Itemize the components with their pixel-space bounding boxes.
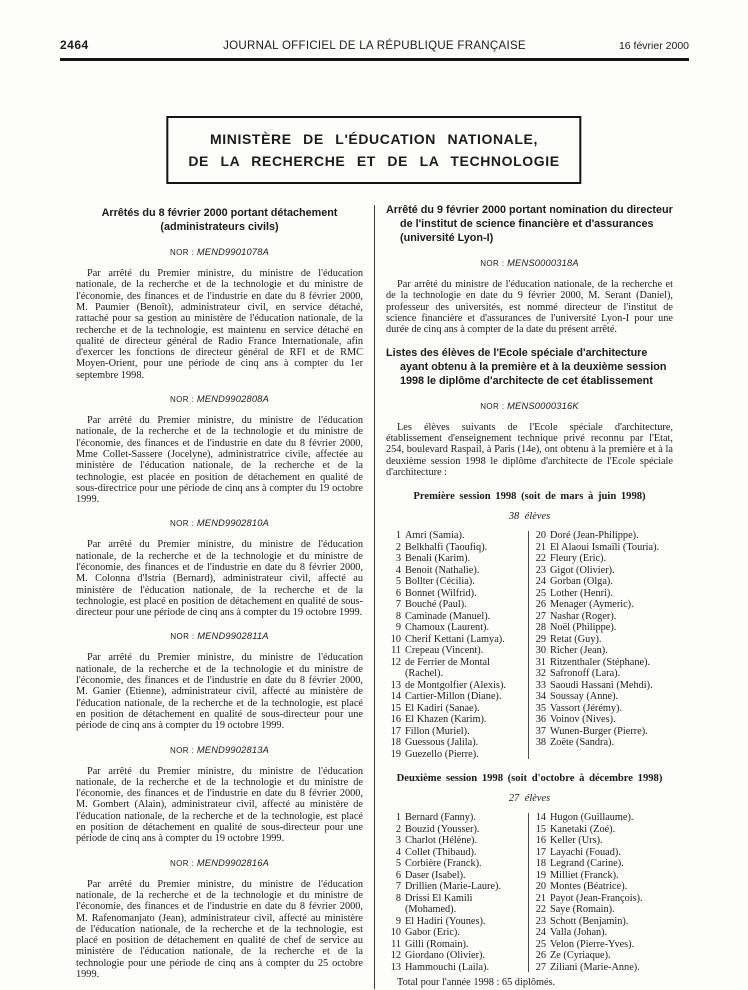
list-item [386, 962, 526, 974]
student-name: Bernard (Fanny). [405, 812, 476, 824]
list-item [386, 714, 526, 726]
student-number: 8 [395, 610, 401, 622]
student-number: 16 [390, 714, 401, 726]
list-item [386, 657, 526, 680]
student-name: Retat (Guy). [550, 633, 602, 645]
student-number: 23 [535, 915, 546, 927]
spacer [386, 336, 673, 346]
page-header [60, 38, 689, 52]
session2-list-left [386, 812, 526, 973]
student-name: Saye (Romain). [550, 904, 615, 916]
list-item [386, 599, 526, 611]
arrete-section [76, 631, 363, 731]
arrete-section [76, 518, 363, 618]
student-number: 32 [535, 668, 546, 680]
student-name: Kanetaki (Zoé). [550, 823, 616, 835]
nor-line [386, 401, 673, 411]
student-number: 10 [390, 633, 401, 645]
student-number: 2 [395, 541, 401, 553]
student-name: Ziliani (Marie-Anne). [550, 961, 640, 973]
student-number: 24 [535, 576, 546, 588]
student-name: Guessous (Jalila). [405, 737, 479, 749]
student-name: Drissi El Kamili (Mohamed). [405, 892, 473, 916]
student-number: 28 [535, 622, 546, 634]
list-item [531, 530, 673, 542]
list-item [531, 962, 673, 974]
list-item [531, 588, 673, 600]
ministry-title-box [166, 116, 581, 184]
list-item [386, 927, 526, 939]
list-item [386, 916, 526, 928]
nor-code: MEND9902813A [196, 744, 270, 755]
student-number: 4 [395, 564, 401, 576]
list-item [531, 847, 673, 859]
student-number: 12 [390, 656, 401, 668]
student-number: 1 [395, 812, 401, 824]
student-number: 13 [390, 679, 401, 691]
student-number: 4 [395, 846, 401, 858]
nor-label: NOR : [170, 632, 195, 642]
journal-title: JOURNAL OFFICIEL DE LA RÉPUBLIQUE FRANÇAISE [223, 40, 526, 52]
list-item [531, 634, 673, 646]
student-name: Charlot (Hélène). [405, 835, 478, 847]
right-column [386, 203, 673, 989]
student-name: Keller (Urs). [550, 835, 603, 847]
list-item [531, 599, 673, 611]
student-name: Bouzid (Yousser). [405, 823, 480, 835]
list-item [386, 680, 526, 692]
student-name: Chamoux (Laurent). [405, 622, 490, 634]
nor-label: NOR : [169, 858, 195, 868]
nor-code: MEND9902816A [196, 857, 270, 868]
page-number: 2464 [60, 38, 89, 52]
list-item [386, 939, 526, 951]
arrete-paragraph: Par arrêté du Premier ministre, du ministre de l'éducation nationale, de la recherche et de la technologie et du ministre de l'économie, des finances et de l'industrie en date du 8 février 2000, M. Ganier (Etienne), administrateur civil, affecté au ministère de l'éducation nationale, de la recherche et de la technologie, est placé en position de détachement en qualité de sous-directeur pour une période de cinq ans à compter du 19 octobre 1999. [76, 652, 363, 732]
list-item [531, 916, 673, 928]
student-number: 27 [535, 610, 546, 622]
student-name: Hammouchi (Laila). [405, 961, 490, 973]
session1-title: Première session 1998 (soit de mars à juin 1998) [413, 491, 646, 503]
student-name: Gabor (Eric). [405, 927, 460, 939]
student-number: 35 [535, 702, 546, 714]
student-number: 38 [535, 737, 546, 749]
student-name: Benoit (Nathalie). [405, 564, 480, 576]
list-item [386, 737, 526, 749]
nor-code: MEND9902811A [197, 631, 269, 642]
student-number: 15 [390, 702, 401, 714]
student-name: Montes (Béatrice). [550, 881, 628, 893]
ministry-title-line2: DE LA RECHERCHE ET DE LA TECHNOLOGIE [188, 153, 560, 170]
nor-line [76, 247, 363, 257]
student-name: Bollter (Cécilia). [405, 576, 475, 588]
list-item [386, 645, 526, 657]
student-name: Vassort (Jérémy). [550, 702, 623, 714]
student-name: Schott (Benjamin). [550, 915, 629, 927]
session2-title: Deuxième session 1998 (soit d'octobre à décembre 1998) [396, 773, 663, 785]
student-name: Daser (Isabel). [405, 869, 466, 881]
arrete-section [76, 858, 363, 981]
list-item [531, 691, 673, 703]
student-name: El Kadiri (Sanae). [405, 702, 480, 714]
student-number: 26 [535, 950, 546, 962]
list-item [531, 622, 673, 634]
nor-line [76, 631, 363, 641]
list-item [531, 927, 673, 939]
nor-label: NOR : [169, 745, 195, 755]
student-name: El Hadiri (Younes). [405, 915, 486, 927]
student-number: 30 [535, 645, 546, 657]
list-item [531, 893, 673, 905]
student-name: Bonnet (Wilfrid). [405, 587, 477, 599]
student-name: Crepeau (Vincent). [405, 645, 484, 657]
student-number: 9 [395, 915, 401, 927]
student-number: 22 [535, 904, 546, 916]
student-name: Voinov (Nives). [550, 714, 616, 726]
student-name: Richer (Jean). [550, 645, 608, 657]
student-number: 20 [535, 530, 546, 542]
list-item [386, 553, 526, 565]
arrete-paragraph: Par arrêté du Premier ministre, du ministre de l'éducation nationale, de la recherche et de la technologie et du ministre de l'économie, des finances et de l'industrie en date du 8 février 2000, M. Colonna d'Istria (Bernard), administrateur civil, affecté au ministère de l'éducation nationale, de la recherche et de la technologie, est placé en position de détachement en qualité de sous-directeur pour une période de cinq ans à compter du 19 octobre 1999. [76, 539, 363, 619]
student-name: Saoudi Hassani (Mehdi). [550, 679, 653, 691]
student-number: 9 [395, 622, 401, 634]
student-number: 21 [535, 892, 546, 904]
nor-line [76, 745, 363, 755]
list-item [386, 749, 526, 761]
list-item [386, 703, 526, 715]
nor-label: NOR : [480, 401, 505, 411]
session1-list [386, 530, 673, 760]
left-column [76, 203, 363, 989]
student-number: 18 [390, 737, 401, 749]
arrete-paragraph: Par arrêté du Premier ministre, du ministre de l'éducation nationale, de la recherche et de la technologie et du ministre de l'économie, des finances et de l'industrie en date du 8 février 2000, M. Gombert (Alain), administrateur civil, affecté au ministère de l'éducation nationale, de la recherche et de la technologie, est placé en position de détachement en qualité de sous-directeur pour une période de cinq ans à compter du 19 octobre 1999. [76, 765, 363, 845]
list-item [531, 680, 673, 692]
list-item [531, 657, 673, 669]
list-item [531, 542, 673, 554]
list-item [531, 870, 673, 882]
student-number: 20 [535, 881, 546, 893]
session2-list [386, 812, 673, 973]
column-divider [374, 205, 375, 989]
student-number: 25 [535, 587, 546, 599]
student-number: 19 [390, 748, 401, 760]
student-name: Noël (Philippe). [550, 622, 617, 634]
student-name: Gorban (Olga). [550, 576, 613, 588]
nor-line [76, 858, 363, 868]
nor-code: MENS0000316K [507, 400, 579, 411]
student-name: de Montgolfier (Alexis). [405, 679, 506, 691]
student-number: 13 [390, 961, 401, 973]
session1-list-right [531, 530, 673, 760]
student-name: Belkhalfi (Taoufiq). [405, 541, 488, 553]
list-item [531, 858, 673, 870]
student-number: 2 [395, 823, 401, 835]
student-number: 31 [535, 656, 546, 668]
student-name: Caminade (Manuel). [405, 610, 491, 622]
detachement-sections [76, 247, 363, 980]
list-item [531, 835, 673, 847]
student-name: Doré (Jean-Philippe). [550, 530, 639, 542]
heading-line: (administrateurs civils) [160, 221, 279, 234]
student-name: de Ferrier de Montal (Rachel). [405, 656, 490, 680]
student-name: Fillon (Muriel). [405, 725, 470, 737]
student-name: Lother (Henri). [550, 587, 613, 599]
student-name: Layachi (Fouad). [550, 846, 621, 858]
nor-label: NOR : [169, 519, 195, 529]
student-number: 10 [390, 927, 401, 939]
list-item [386, 858, 526, 870]
student-number: 23 [535, 564, 546, 576]
listes-intro-paragraph: Les élèves suivants de l'Ecole spéciale d'architecture, établissement d'enseignement technique privé reconnu par l'Etat, 254, boulevard Raspail, à Paris (14e), ont obtenu à la première et à la deuxième session 1998 le diplôme d'architecte de l'Ecole spéciale d'architecture : [386, 421, 673, 478]
student-number: 3 [395, 553, 401, 565]
student-name: Safronoff (Lara). [550, 668, 621, 680]
nor-line [76, 394, 363, 404]
arrete-section [76, 247, 363, 381]
nor-code: MEND9901078A [196, 247, 270, 258]
list-item [531, 611, 673, 623]
list-item [386, 691, 526, 703]
list-item [531, 553, 673, 565]
session2-list-right [531, 812, 673, 973]
student-number: 29 [535, 633, 546, 645]
student-number: 16 [535, 835, 546, 847]
list-item [386, 576, 526, 588]
student-number: 26 [535, 599, 546, 611]
article-heading-nomination: Arrêté du 9 février 2000 portant nomination du directeur de l'institut de science financière et d'assurances (université Lyon-I) [386, 204, 673, 245]
list-item [531, 703, 673, 715]
list-item [531, 726, 673, 738]
student-name: Soussay (Anne). [550, 691, 619, 703]
list-item [386, 726, 526, 738]
student-name: Collet (Thibaud). [405, 846, 477, 858]
arrete-section [76, 394, 363, 505]
student-name: Nashar (Roger). [550, 610, 617, 622]
issue-date: 16 février 2000 [618, 40, 689, 52]
content-columns [76, 203, 674, 989]
nor-label: NOR : [169, 395, 195, 405]
arrete-paragraph: Par arrêté du Premier ministre, du ministre de l'éducation nationale, de la recherche et de la technologie et du ministre de l'économie, des finances et de l'industrie en date du 8 février 2000, M. Paumier (Benoît), administrateur civil, en service détaché, rattaché pour sa gestion au ministère de l'éducation nationale, de la recherche et de la technologie, est maintenu en service détaché en qualité de directeur général de Radio France Internationale, afin d'exercer les fonctions de directeur général de RFI et de RMC Moyen-Orient, pour une période de cinq ans à compter du 1er septembre 1998. [76, 268, 363, 381]
list-item [531, 939, 673, 951]
arrete-section [76, 745, 363, 845]
student-name: Bouché (Paul). [405, 599, 467, 611]
session2-count: 27 élèves [508, 793, 551, 805]
student-number: 36 [535, 714, 546, 726]
student-name: Zoëte (Sandra). [550, 737, 615, 749]
nor-code: MEND9902808A [196, 394, 270, 405]
student-name: Hugon (Guillaume). [550, 812, 634, 824]
session1-count: 38 élèves [508, 511, 551, 523]
list-item [531, 576, 673, 588]
student-number: 27 [535, 961, 546, 973]
student-number: 33 [535, 679, 546, 691]
student-name: Guezello (Pierre). [405, 748, 479, 760]
student-name: Drillien (Marie-Laure). [405, 881, 502, 893]
student-name: Velon (Pierre-Yves). [550, 938, 635, 950]
list-divider [528, 531, 529, 759]
student-name: Ze (Cyriaque). [550, 950, 611, 962]
student-number: 15 [535, 823, 546, 835]
nor-label: NOR : [480, 259, 505, 269]
list-item [386, 847, 526, 859]
nor-code: MENS0000318A [507, 258, 579, 269]
list-item [531, 881, 673, 893]
list-item [386, 611, 526, 623]
student-number: 24 [535, 927, 546, 939]
student-name: Cartier-Millon (Diane). [405, 691, 502, 703]
list-item [386, 870, 526, 882]
list-item [531, 645, 673, 657]
ministry-title-line1: MINISTÈRE DE L'ÉDUCATION NATIONALE, [210, 131, 538, 147]
arrete-paragraph: Par arrêté du Premier ministre, du ministre de l'éducation nationale, de la recherche et de la technologie et du ministre de l'économie, des finances et de l'industrie en date du 8 février 2000, M. Rafenomanjato (Jean), administrateur civil, affecté au ministère de l'éducation nationale, de la recherche et de la technologie, est placé en position de détachement en qualité de chef de service au ministère de l'éducation nationale, de la recherche et de la technologie pour une période de cinq ans à compter du 25 octobre 1999. [76, 878, 363, 981]
student-name: Corbière (Franck). [405, 858, 482, 870]
student-number: 22 [535, 553, 546, 565]
list-item [386, 542, 526, 554]
student-name: Milliet (Franck). [550, 869, 619, 881]
student-number: 17 [390, 725, 401, 737]
list-item [386, 835, 526, 847]
student-number: 7 [395, 599, 401, 611]
list-item [531, 668, 673, 680]
list-item [386, 950, 526, 962]
list-item [386, 565, 526, 577]
student-number: 11 [391, 645, 401, 657]
student-name: Giordano (Olivier). [405, 950, 486, 962]
nor-line [76, 518, 363, 528]
student-name: Wunen-Burger (Pierre). [550, 725, 648, 737]
student-number: 34 [535, 691, 546, 703]
list-item [531, 904, 673, 916]
student-name: Cherif Kettani (Lamya). [405, 633, 505, 645]
heading-line: Arrêtés du 8 février 2000 portant détachement [101, 207, 338, 219]
student-name: Gilli (Romain). [405, 938, 469, 950]
nor-label: NOR : [169, 248, 195, 258]
student-name: Benali (Karim). [405, 553, 471, 565]
nor-line [386, 258, 673, 268]
student-name: El Khazen (Karim). [405, 714, 487, 726]
list-item [531, 565, 673, 577]
student-number: 11 [391, 938, 401, 950]
student-number: 1 [395, 530, 401, 542]
student-name: Gigot (Olivier). [550, 564, 615, 576]
nomination-paragraph: Par arrêté du ministre de l'éducation nationale, de la recherche et de la technologie en date du 9 février 2000, M. Serant (Daniel), professeur des universités, est nommé directeur de l'institut de science financière et d'assurances de l'université Lyon-I pour une durée de cinq ans à compter de la date du présent arrêté. [386, 279, 673, 336]
student-number: 5 [395, 858, 401, 870]
list-item [386, 812, 526, 824]
student-number: 7 [395, 881, 401, 893]
student-number: 19 [535, 869, 546, 881]
list-item [386, 824, 526, 836]
article-heading-listes: Listes des élèves de l'Ecole spéciale d'architecture ayant obtenu à la première et à la deuxième session 1998 le diplôme d'architecte de cet établissement [386, 346, 667, 387]
header-rule [60, 58, 689, 61]
list-divider [528, 813, 529, 972]
student-number: 14 [390, 691, 401, 703]
total-line: Total pour l'année 1998 : 65 diplômés. [397, 977, 556, 989]
list-item [531, 812, 673, 824]
student-number: 6 [395, 587, 401, 599]
student-number: 37 [535, 725, 546, 737]
student-name: Valla (Johan). [550, 927, 608, 939]
student-name: Menager (Aymeric). [550, 599, 634, 611]
student-number: 14 [535, 812, 546, 824]
list-item [386, 588, 526, 600]
list-item [386, 893, 526, 916]
student-number: 3 [395, 835, 401, 847]
list-item [531, 824, 673, 836]
student-number: 5 [395, 576, 401, 588]
student-number: 18 [535, 858, 546, 870]
list-item [531, 950, 673, 962]
list-item [531, 737, 673, 749]
student-name: Amri (Samia). [405, 530, 465, 542]
student-name: El Alaoui Ismaïli (Touria). [550, 541, 660, 553]
list-item [386, 622, 526, 634]
list-item [386, 634, 526, 646]
list-item [386, 881, 526, 893]
arrete-paragraph: Par arrêté du Premier ministre, du ministre de l'éducation nationale, de la recherche et de la technologie et du ministre de l'économie, des finances et de l'industrie en date du 8 février 2000, Mme Collet-Sassere (Jocelyne), administratrice civile, affectée au ministère de l'éducation nationale, de la recherche et de la technologie, est placée en position de détachement en qualité de sous-directrice pour une période de cinq ans à compter du 19 octobre 1999. [76, 415, 363, 506]
student-number: 12 [390, 950, 401, 962]
student-name: Payot (Jean-François). [550, 892, 643, 904]
student-name: Legrand (Carine). [550, 858, 624, 870]
student-name: Fleury (Eric). [550, 553, 607, 565]
student-number: 21 [535, 541, 546, 553]
student-number: 8 [395, 892, 401, 904]
nor-code: MEND9902810A [196, 518, 270, 529]
student-number: 6 [395, 869, 401, 881]
list-item [531, 714, 673, 726]
session1-list-left [386, 530, 526, 760]
article-heading-detachement [88, 206, 351, 234]
student-name: Ritzenthaler (Stéphane). [550, 656, 651, 668]
student-number: 25 [535, 938, 546, 950]
student-number: 17 [535, 846, 546, 858]
list-item [386, 530, 526, 542]
